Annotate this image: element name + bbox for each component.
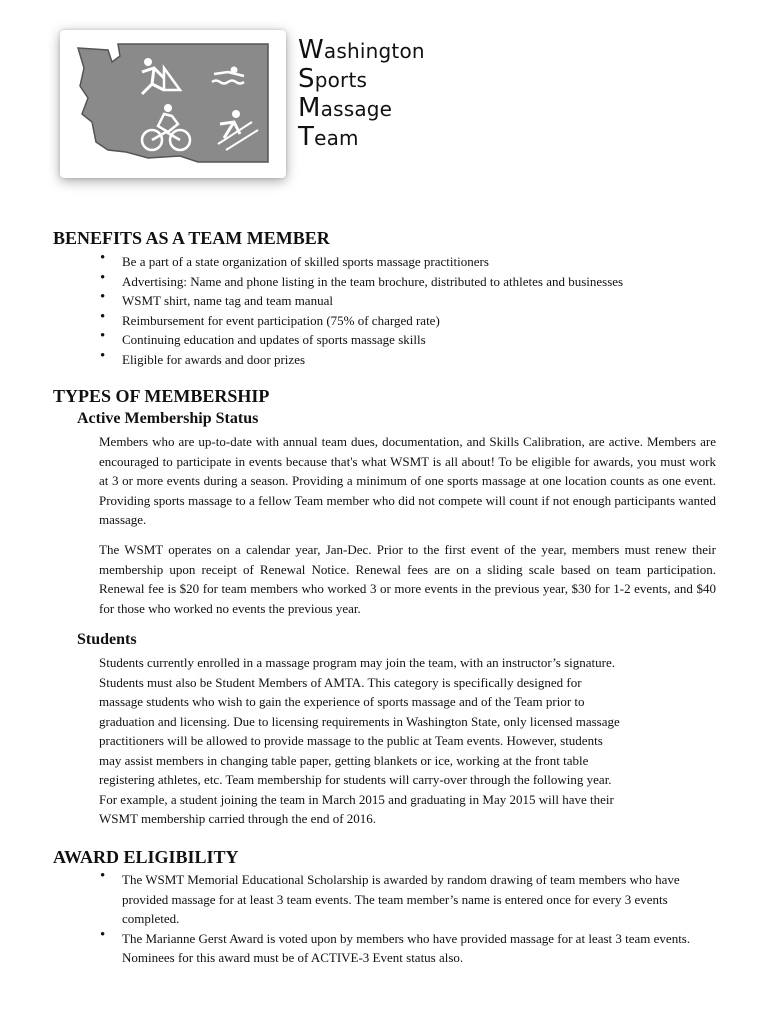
list-item: • Reimbursement for event participation (75% of charged rate) <box>100 311 740 331</box>
benefits-list <box>100 252 740 369</box>
list-item: • WSMT shirt, name tag and team manual <box>100 291 740 311</box>
students-line: registering athletes, etc. Team membership for students will carry-over through the following year. <box>99 772 612 787</box>
active-membership-paragraph-1: Members who are up-to-date with annual team dues, documentation, and Skills Calibration, are active. Members are encouraged to participate in events because that's what WSMT is all about! To be eligible for awards, you must work at 3 or more events during a season. Providing a minimum of one sports massage at one location counts as one event. Providing sports massage to a fellow Team member who did not compete will count if not enough participants wanted massage. <box>99 434 716 527</box>
students-line: graduation and licensing. Due to licensing requirements in Washington State, only licensed massage <box>99 713 620 729</box>
membership-heading: TYPES OF MEMBERSHIP <box>53 386 270 406</box>
students-line: may assist members in changing table paper, getting blankets or ice, working at the front table <box>99 752 589 768</box>
list-item: • The Marianne Gerst Award is voted upon by members who have provided massage for at least 3 team events. Nominees for this award must be of ACTIVE-3 Event status also. <box>100 929 712 968</box>
organization-name <box>298 36 425 152</box>
students-line: practitioners will be allowed to provide massage to the public at Team events. However, students <box>99 733 603 748</box>
list-item: • The WSMT Memorial Educational Scholarship is awarded by random drawing of team members who have provided massage for at least 3 team events. The team member’s name is entered once for every 3 events completed. <box>100 870 712 929</box>
list-item: • Be a part of a state organization of skilled sports massage practitioners <box>100 252 740 272</box>
list-item: • Continuing education and updates of sports massage skills <box>100 330 740 350</box>
students-line: massage students who wish to gain the experience of sports massage and of the Team prior to <box>99 694 585 709</box>
students-heading: Students <box>77 631 137 648</box>
org-name-line-4: Team <box>298 122 359 152</box>
washington-map-logo <box>68 38 278 170</box>
students-line: WSMT membership carried through the end of 2016. <box>99 811 377 826</box>
logo <box>60 30 286 178</box>
students-line: For example, a student joining the team in March 2015 and graduating in May 2015 will have their <box>99 791 614 807</box>
students-line: Students must also be Student Members of AMTA. This category is specifically designed for <box>99 674 582 690</box>
active-membership-paragraph-2: The WSMT operates on a calendar year, Jan-Dec. Prior to the first event of the year, members must renew their membership upon receipt of Renewal Notice. Renewal fees are on a sliding scale based on team participation. Renewal fee is $20 for team members who worked 3 or more events in the previous year, $30 for 1-2 events, and $40 for those who worked no events the previous year. <box>99 542 716 616</box>
washington-state-shape <box>78 44 268 162</box>
list-item: • Advertising: Name and phone listing in the team brochure, distributed to athletes and businesses <box>100 272 740 292</box>
students-line: Students currently enrolled in a massage program may join the team, with an instructor’s signature. <box>99 655 616 670</box>
list-item: • Eligible for awards and door prizes <box>100 350 740 370</box>
students-paragraph <box>99 653 719 829</box>
awards-list <box>100 870 712 968</box>
benefits-heading: BENEFITS AS A TEAM MEMBER <box>53 228 330 248</box>
org-name-line-2: Sports <box>298 64 368 94</box>
org-name-line-1: Washington <box>298 35 425 65</box>
awards-heading: AWARD ELIGIBILITY <box>53 847 239 867</box>
org-name-line-3: Massage <box>298 93 393 123</box>
active-membership-heading: Active Membership Status <box>77 410 259 427</box>
